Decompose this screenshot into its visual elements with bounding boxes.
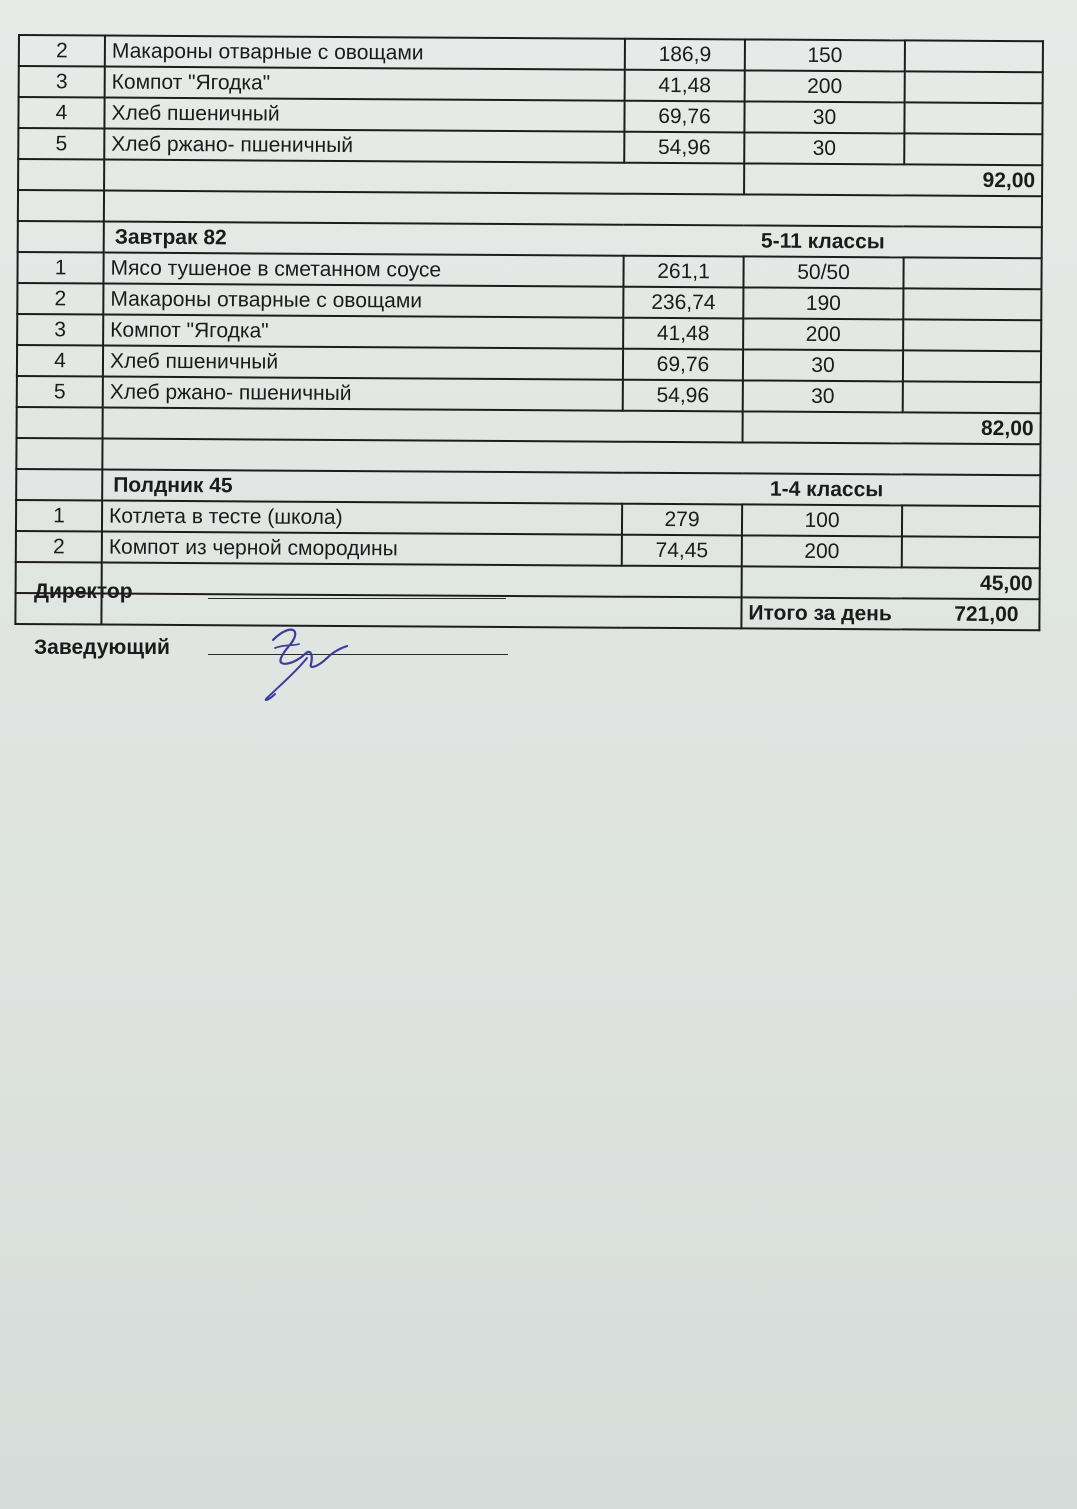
section-total: 82,00 [743, 411, 1041, 444]
menu-table-wrapper [14, 34, 1042, 631]
menu-table [14, 34, 1044, 631]
section-classes: 5-11 классы [760, 229, 885, 253]
dish-name: Мясо тушеное в сметанном соусе [103, 253, 623, 287]
item-number: 5 [18, 128, 104, 160]
dish-price: 236,74 [623, 287, 743, 319]
day-total-cell [741, 597, 1039, 630]
dish-price: 54,96 [624, 132, 744, 164]
empty-cell [903, 257, 1041, 289]
menu-table-body [15, 35, 1043, 630]
item-number: 3 [19, 66, 105, 98]
empty-cell [904, 133, 1042, 165]
dish-price: 74,45 [622, 535, 742, 567]
header-num-cell [18, 221, 104, 253]
dish-price: 279 [622, 504, 742, 536]
manager-label: Заведующий [34, 636, 170, 659]
empty-cell [902, 536, 1040, 568]
dish-price: 261,1 [623, 256, 743, 288]
dish-name: Компот из черной смородины [102, 532, 622, 566]
dish-name: Хлеб пшеничный [103, 346, 623, 380]
item-number: 2 [19, 35, 105, 67]
dish-yield: 50/50 [743, 256, 903, 288]
dish-name: Компот "Ягодка" [103, 315, 623, 349]
dish-name: Компот "Ягодка" [105, 67, 625, 101]
item-number: 2 [17, 283, 103, 315]
item-number: 4 [18, 97, 104, 129]
dish-price: 69,76 [624, 101, 744, 133]
dish-price: 41,48 [623, 318, 743, 350]
item-number: 1 [16, 500, 102, 532]
dish-name: Макароны отварные с овощами [103, 284, 623, 318]
empty-cell [102, 563, 742, 598]
day-total-row [15, 593, 1039, 630]
header-num-cell [16, 469, 102, 501]
dish-yield: 200 [742, 535, 902, 567]
section-title: Полдник 45 [113, 473, 233, 497]
dish-yield: 190 [743, 287, 903, 319]
blank-cell [18, 190, 104, 222]
empty-cell [103, 408, 743, 443]
dish-yield: 100 [742, 504, 902, 536]
dish-price: 54,96 [623, 380, 743, 412]
dish-yield: 150 [745, 39, 905, 71]
empty-cell [903, 381, 1041, 413]
blank-cell [16, 438, 102, 470]
dish-yield: 200 [745, 70, 905, 102]
item-number: 3 [17, 314, 103, 346]
empty-cell [18, 159, 104, 191]
section-classes: 1-4 классы [769, 477, 884, 501]
dish-name: Хлеб ржано- пшеничный [104, 129, 624, 163]
handwritten-signature-icon [255, 618, 375, 708]
dish-name: Котлета в тесте (школа) [102, 501, 622, 535]
empty-cell [104, 160, 744, 195]
dish-yield: 30 [743, 349, 903, 381]
director-label: Директор [34, 580, 133, 603]
empty-cell [903, 350, 1041, 382]
empty-cell [902, 505, 1040, 537]
director-sign-line [208, 598, 506, 599]
dish-price: 186,9 [625, 39, 745, 71]
item-number: 2 [16, 531, 102, 563]
dish-yield: 30 [743, 380, 903, 412]
empty-cell [905, 71, 1043, 103]
item-number: 5 [17, 376, 103, 408]
dish-name: Макароны отварные с овощами [105, 36, 625, 70]
dish-name: Хлеб пшеничный [104, 98, 624, 132]
item-number: 1 [17, 252, 103, 284]
item-number: 4 [17, 345, 103, 377]
dish-yield: 30 [744, 132, 904, 164]
header-content [109, 473, 1033, 503]
day-total-label: Итого за день [748, 600, 892, 625]
section-title: Завтрак 82 [114, 225, 227, 249]
dish-yield: 30 [744, 101, 904, 133]
empty-cell [17, 407, 103, 439]
section-total: 92,00 [744, 163, 1042, 196]
empty-cell [903, 319, 1041, 351]
empty-cell [903, 288, 1041, 320]
empty-cell [904, 102, 1042, 134]
empty-cell [905, 40, 1043, 72]
dish-name: Хлеб ржано- пшеничный [103, 377, 623, 411]
section-total: 45,00 [742, 566, 1040, 599]
dish-price: 69,76 [623, 349, 743, 381]
day-total-value: 721,00 [954, 602, 1019, 626]
dish-price: 41,48 [625, 70, 745, 102]
day-total-content [748, 601, 1032, 627]
header-content [111, 225, 1035, 255]
dish-yield: 200 [743, 318, 903, 350]
